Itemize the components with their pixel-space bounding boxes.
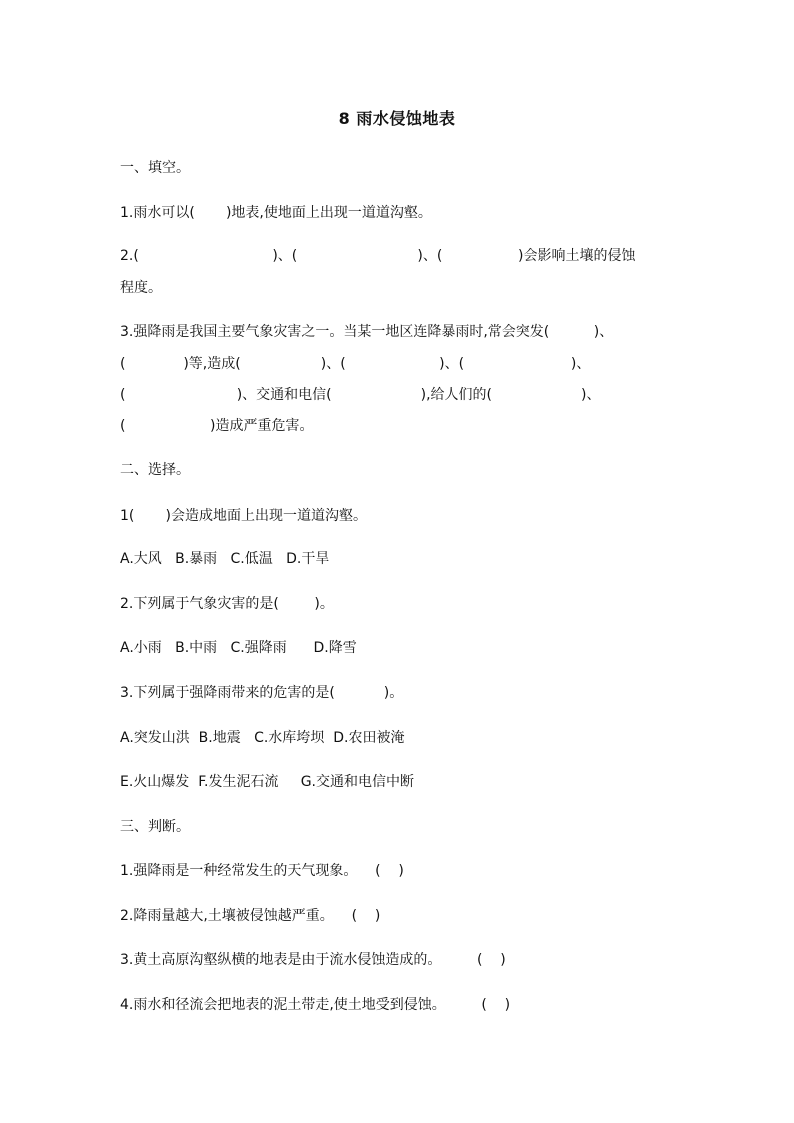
choice-question-3-options-line-2: E.火山爆发 F.发生泥石流 G.交通和电信中断 <box>120 774 414 790</box>
page-title: 8 雨水侵蚀地表 <box>338 109 456 128</box>
judge-question-3: 3.黄土高原沟壑纵横的地表是由于流水侵蚀造成的。 ( ) <box>120 952 506 968</box>
section-heading-choice: 二、选择。 <box>120 462 190 478</box>
fill-question-3-line-3: ( )、交通和电信( ),给人们的( )、 <box>120 387 601 403</box>
fill-question-3-line-2: ( )等,造成( )、( )、( )、 <box>120 356 591 372</box>
fill-question-3-line-1: 3.强降雨是我国主要气象灾害之一。当某一地区连降暴雨时,常会突发( )、 <box>120 324 614 340</box>
fill-question-2-line-2: 程度。 <box>120 280 162 296</box>
choice-question-2: 2.下列属于气象灾害的是( )。 <box>120 596 334 612</box>
choice-question-2-options: A.小雨 B.中雨 C.强降雨 D.降雪 <box>120 640 357 656</box>
judge-question-4: 4.雨水和径流会把地表的泥土带走,使土地受到侵蚀。 ( ) <box>120 997 511 1013</box>
choice-question-1: 1( )会造成地面上出现一道道沟壑。 <box>120 508 367 524</box>
choice-question-3-options-line-1: A.突发山洪 B.地震 C.水库垮坝 D.农田被淹 <box>120 730 405 746</box>
section-heading-judge: 三、判断。 <box>120 819 190 835</box>
fill-question-3-line-4: ( )造成严重危害。 <box>120 418 314 434</box>
fill-question-1: 1.雨水可以( )地表,使地面上出现一道道沟壑。 <box>120 205 432 221</box>
judge-question-2: 2.降雨量越大,土壤被侵蚀越严重。 ( ) <box>120 908 381 924</box>
choice-question-1-options: A.大风 B.暴雨 C.低温 D.干旱 <box>120 551 330 567</box>
judge-question-1: 1.强降雨是一种经常发生的天气现象。 ( ) <box>120 863 404 879</box>
fill-question-2-line-1: 2.( )、( )、( )会影响土壤的侵蚀 <box>120 248 636 264</box>
section-heading-fill: 一、填空。 <box>120 160 190 176</box>
choice-question-3: 3.下列属于强降雨带来的危害的是( )。 <box>120 685 404 701</box>
